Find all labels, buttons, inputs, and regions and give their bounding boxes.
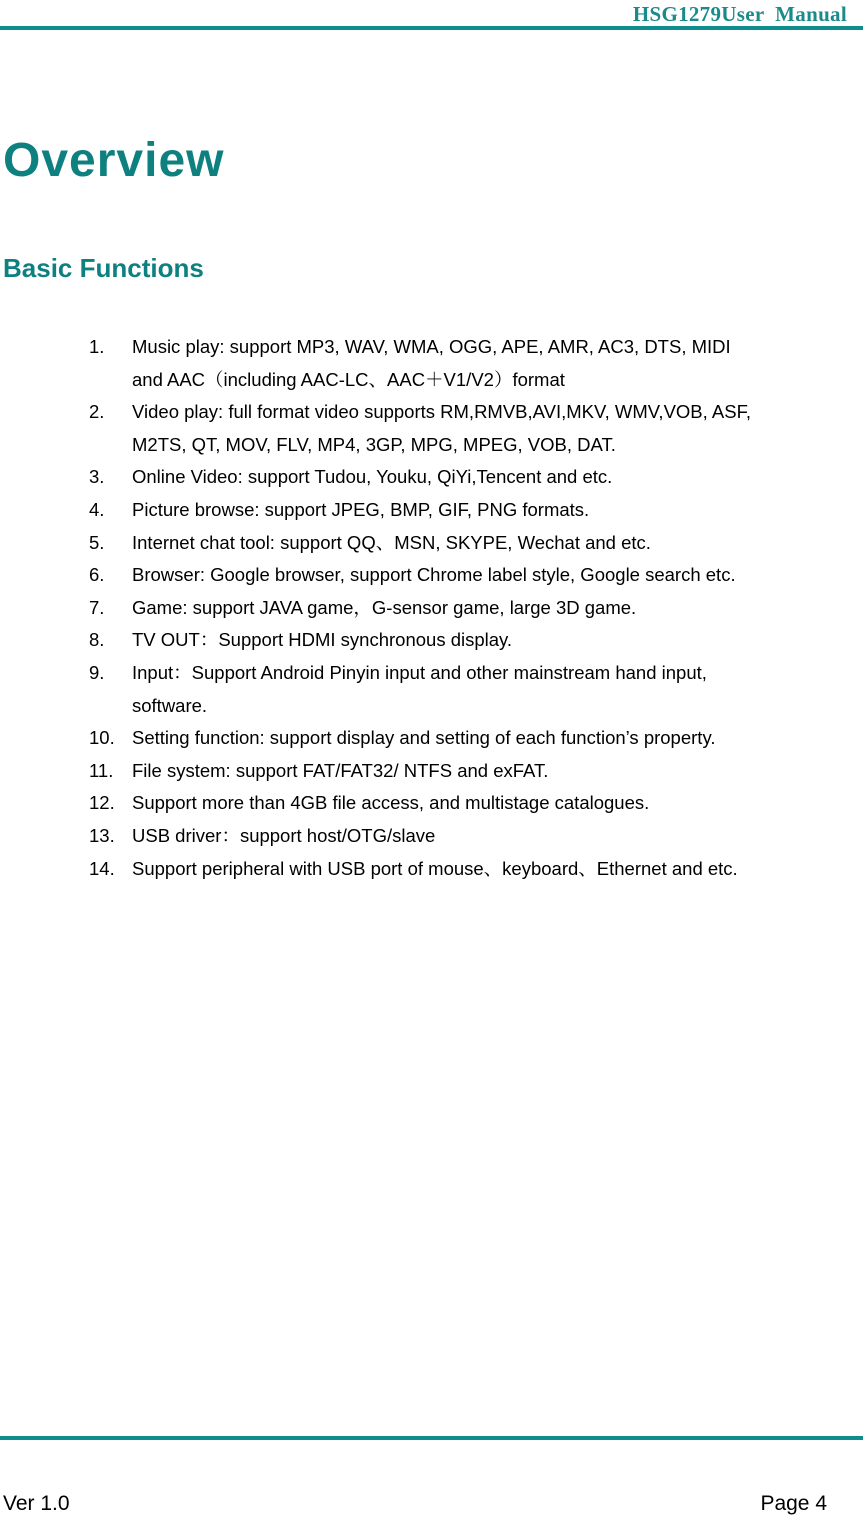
- item-text: Picture browse: support JPEG, BMP, GIF, PNG formats.: [132, 498, 590, 520]
- item-number: 14.: [89, 857, 115, 879]
- page-title: Overview: [3, 134, 225, 187]
- item-number: 4.: [89, 498, 105, 520]
- item-text-continuation: and AAC（including AAC-LC、AAC＋V1/V2）format: [132, 368, 565, 390]
- list-item: [0, 853, 863, 886]
- item-text: USB driver：support host/OTG/slave: [132, 824, 436, 846]
- list-item: [0, 592, 863, 625]
- item-number: 6.: [89, 564, 105, 586]
- item-number: 11.: [89, 759, 114, 781]
- section-heading: Basic Functions: [3, 253, 204, 283]
- manual-header-title: HSG1279User Manual: [632, 2, 847, 26]
- list-item: [0, 461, 863, 494]
- item-number: 13.: [89, 824, 115, 846]
- list-item: [0, 624, 863, 657]
- list-item: [0, 494, 863, 527]
- item-text: TV OUT：Support HDMI synchronous display.: [132, 629, 513, 651]
- function-list: [0, 331, 863, 885]
- list-item: [0, 755, 863, 788]
- list-item: [0, 559, 863, 592]
- list-item: [0, 331, 863, 364]
- item-text: Input：Support Android Pinyin input and other mainstream hand input,: [132, 661, 707, 683]
- item-text: Browser: Google browser, support Chrome label style, Google search etc.: [132, 564, 736, 586]
- list-item: [0, 820, 863, 853]
- item-number: 5.: [89, 531, 105, 553]
- item-number: 12.: [89, 792, 115, 814]
- item-text: Online Video: support Tudou, Youku, QiYi,Tencent and etc.: [132, 466, 613, 488]
- item-text: Support more than 4GB file access, and multistage catalogues.: [132, 792, 650, 814]
- item-text-continuation: software.: [132, 694, 208, 716]
- item-text: Setting function: support display and setting of each function’s property.: [132, 727, 716, 749]
- footer-version: Ver 1.0: [3, 1492, 70, 1515]
- header-divider: [0, 26, 863, 30]
- item-text: Support peripheral with USB port of mouse、keyboard、Ethernet and etc.: [132, 857, 738, 879]
- item-number: 9.: [89, 661, 105, 683]
- list-item: [0, 527, 863, 560]
- item-number: 8.: [89, 629, 105, 651]
- item-number: 3.: [89, 466, 105, 488]
- list-item: [0, 787, 863, 820]
- item-text-continuation: M2TS, QT, MOV, FLV, MP4, 3GP, MPG, MPEG, VOB, DAT.: [132, 433, 616, 455]
- list-item: [0, 657, 863, 690]
- item-number: 1.: [89, 336, 105, 357]
- item-number: 2.: [89, 401, 105, 423]
- item-text: File system: support FAT/FAT32/ NTFS and exFAT.: [132, 759, 549, 781]
- footer-divider: [0, 1436, 863, 1440]
- item-text: Game: support JAVA game，G-sensor game, large 3D game.: [132, 596, 637, 618]
- item-number: 7.: [89, 596, 105, 618]
- item-text: Video play: full format video supports RM,RMVB,AVI,MKV, WMV,VOB, ASF,: [132, 401, 751, 423]
- list-item: [0, 722, 863, 755]
- item-text: Internet chat tool: support QQ、MSN, SKYPE, Wechat and etc.: [132, 531, 651, 553]
- list-item: [0, 396, 863, 429]
- item-number: 10.: [89, 727, 115, 749]
- footer-page-number: Page 4: [760, 1492, 827, 1515]
- item-text: Music play: support MP3, WAV, WMA, OGG, APE, AMR, AC3, DTS, MIDI: [132, 336, 731, 357]
